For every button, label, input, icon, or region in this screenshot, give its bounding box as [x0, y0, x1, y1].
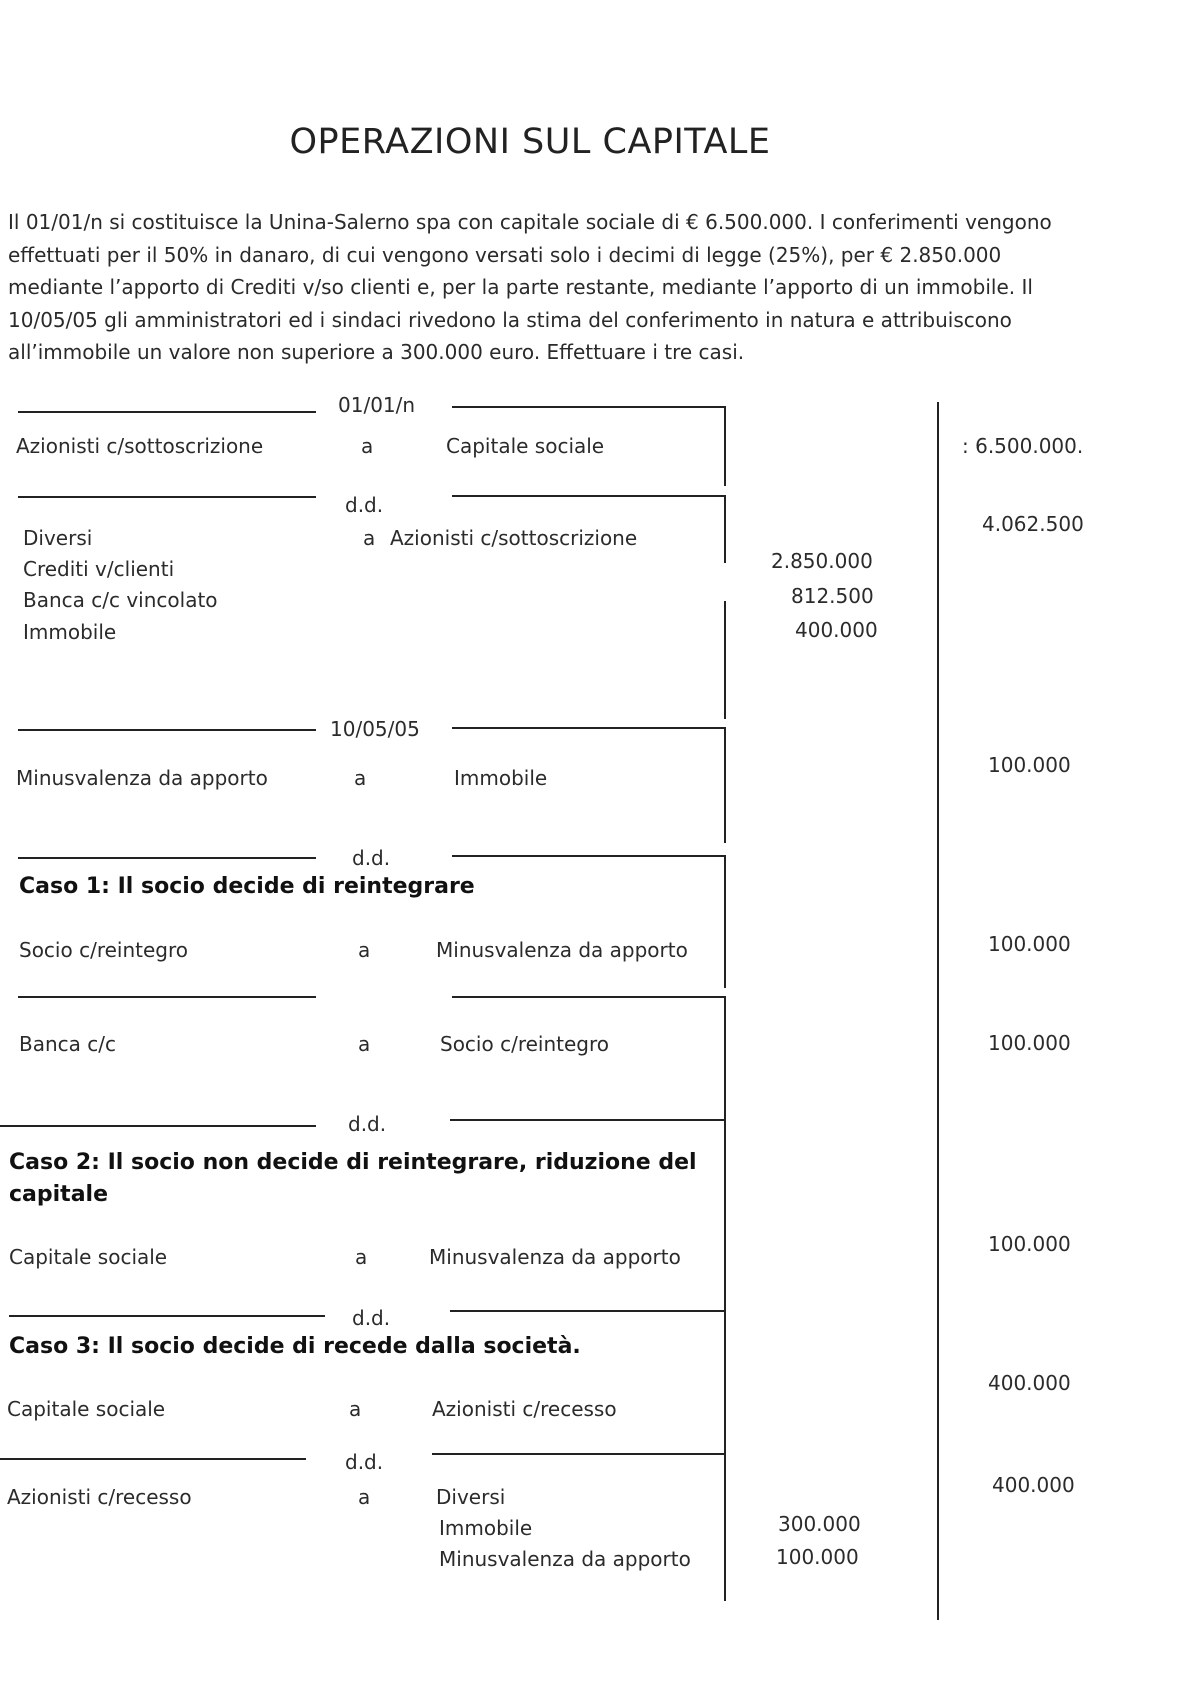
entry-separator-left — [0, 1458, 306, 1460]
entry-separator-right — [450, 1119, 726, 1121]
entry-a: a — [349, 1397, 362, 1421]
sub-amount: 100.000 — [776, 1545, 859, 1569]
entry-a: a — [358, 1032, 371, 1056]
entry-total: 100.000 — [988, 1031, 1071, 1055]
sub-amount: 812.500 — [791, 584, 874, 608]
entry-a: a — [355, 1245, 368, 1269]
entry-a: a — [354, 766, 367, 790]
entry-bracket — [724, 601, 726, 719]
credit-account: Diversi — [436, 1485, 506, 1509]
entry-separator-right — [432, 1453, 726, 1455]
entry-total: 100.000 — [988, 932, 1071, 956]
debit-account: Azionisti c/sottoscrizione — [16, 434, 264, 458]
entry-total: 100.000 — [988, 753, 1071, 777]
entry-separator-right — [452, 727, 726, 729]
entry-a: a — [358, 938, 371, 962]
entry-bracket — [724, 1453, 726, 1601]
entry-bracket — [724, 996, 726, 1120]
entry-separator-left — [9, 1315, 325, 1317]
entry-separator-right — [452, 855, 726, 857]
entry-separator-left — [18, 411, 316, 413]
case-heading: Caso 2: Il socio non decide di reintegrare, riduzione del — [9, 1150, 697, 1175]
entry-separator-right — [452, 495, 726, 497]
entry-total: 4.062.500 — [982, 512, 1084, 536]
credit-account: Socio c/reintegro — [440, 1032, 609, 1056]
intro-line: mediante l’apporto di Crediti v/so clienti e, per la parte restante, mediante l’apporto di un immobile. Il — [8, 275, 1033, 299]
entry-separator-left — [18, 857, 316, 859]
credit-account: Azionisti c/sottoscrizione — [390, 526, 638, 550]
debit-account: Socio c/reintegro — [19, 938, 188, 962]
case-heading: capitale — [9, 1182, 108, 1207]
entry-bracket — [724, 1310, 726, 1454]
entry-separator-right — [452, 406, 726, 408]
credit-account: Azionisti c/recesso — [432, 1397, 617, 1421]
intro-line: effettuati per il 50% in danaro, di cui vengono versati solo i decimi di legge (25%), per € 2.850.000 — [8, 242, 1002, 267]
entry-total: : 6.500.000. — [962, 434, 1084, 458]
sub-account: Minusvalenza da apporto — [439, 1547, 691, 1571]
entry-bracket — [724, 1119, 726, 1311]
credit-account: Immobile — [454, 766, 548, 790]
entry-separator-left — [18, 496, 316, 498]
sub-account: Immobile — [439, 1516, 533, 1540]
entry-date: d.d. — [345, 1450, 384, 1474]
entry-date: d.d. — [345, 493, 384, 517]
intro-line: Il 01/01/n si costituisce la Unina-Salerno spa con capitale sociale di € 6.500.000. I conferimenti vengono — [8, 210, 1052, 234]
sub-amount: 300.000 — [778, 1512, 861, 1536]
credit-account: Minusvalenza da apporto — [429, 1245, 681, 1269]
entry-date: d.d. — [352, 846, 391, 870]
entry-a: a — [358, 1485, 371, 1509]
entry-a: a — [361, 434, 374, 458]
credit-account: Minusvalenza da apporto — [436, 938, 688, 962]
entry-bracket — [724, 406, 726, 486]
credit-account: Capitale sociale — [446, 434, 605, 458]
entry-total: 400.000 — [992, 1473, 1075, 1497]
entry-separator-left — [18, 729, 316, 731]
entry-separator-left — [0, 1125, 316, 1127]
sub-account: Banca c/c vincolato — [23, 588, 218, 612]
case-heading: Caso 3: Il socio decide di recede dalla società. — [9, 1334, 581, 1359]
page-title: OPERAZIONI SUL CAPITALE — [289, 122, 771, 162]
exercise-text — [8, 206, 1188, 369]
entry-date: 01/01/n — [338, 393, 416, 417]
debit-account: Capitale sociale — [9, 1245, 168, 1269]
entry-bracket — [724, 495, 726, 563]
case-heading: Caso 1: Il socio decide di reintegrare — [19, 874, 475, 899]
debit-account: Diversi — [23, 526, 93, 550]
sub-amount: 2.850.000 — [771, 549, 873, 573]
debit-account: Capitale sociale — [7, 1397, 166, 1421]
debit-account: Azionisti c/recesso — [7, 1485, 192, 1509]
entry-bracket — [724, 727, 726, 843]
sub-account: Immobile — [23, 620, 117, 644]
entry-separator-right — [452, 996, 726, 998]
sub-amount: 400.000 — [795, 618, 878, 642]
entry-total: 100.000 — [988, 1232, 1071, 1256]
debit-account: Banca c/c — [19, 1032, 116, 1056]
entry-a: a — [363, 526, 376, 550]
entry-date: d.d. — [348, 1112, 387, 1136]
sub-account: Crediti v/clienti — [23, 557, 175, 581]
entry-separator-right — [450, 1310, 726, 1312]
intro-line: all’immobile un valore non superiore a 300.000 euro. Effettuare i tre casi. — [8, 340, 745, 364]
entry-bracket — [724, 855, 726, 988]
debit-account: Minusvalenza da apporto — [16, 766, 268, 790]
entry-separator-left — [18, 996, 316, 998]
entry-date: 10/05/05 — [330, 717, 420, 741]
entry-total: 400.000 — [988, 1371, 1071, 1395]
journal-right-rule — [937, 402, 939, 1620]
entry-date: d.d. — [352, 1306, 391, 1330]
intro-line: 10/05/05 gli amministratori ed i sindaci rivedono la stima del conferimento in natura e attribuiscono — [8, 307, 1012, 332]
